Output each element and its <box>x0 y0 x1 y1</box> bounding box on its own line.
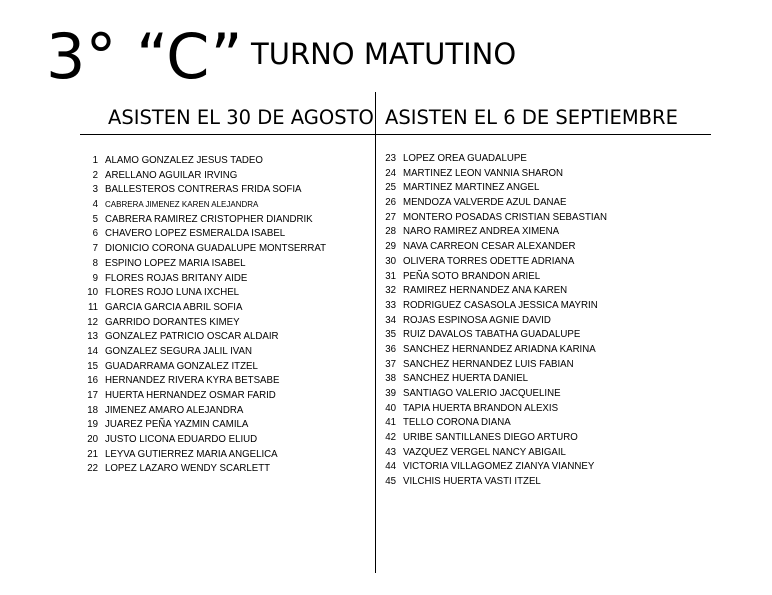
list-item <box>378 314 708 329</box>
student-name: BALLESTEROS CONTRERAS FRIDA SOFIA <box>105 184 302 196</box>
student-name: LOPEZ OREA GUADALUPE <box>403 153 527 164</box>
list-item <box>80 316 370 331</box>
student-number: 1 <box>92 155 98 166</box>
student-name: PEÑA SOTO BRANDON ARIEL <box>403 270 541 282</box>
student-name: MONTERO POSADAS CRISTIAN SEBASTIAN <box>403 211 608 223</box>
list-item <box>80 345 370 360</box>
list-item <box>378 211 708 226</box>
list-item <box>80 448 370 463</box>
student-number: 16 <box>87 375 98 387</box>
student-number: 39 <box>385 388 396 399</box>
list-item <box>378 299 708 314</box>
list-item <box>80 404 370 419</box>
student-number: 22 <box>87 463 98 475</box>
student-name: MENDOZA VALVERDE AZUL DANAE <box>403 197 567 209</box>
student-name: CHAVERO LOPEZ ESMERALDA ISABEL <box>105 228 286 240</box>
list-item <box>378 181 708 196</box>
student-number: 21 <box>87 448 98 460</box>
student-number: 31 <box>385 270 396 282</box>
student-name: GUADARRAMA GONZALEZ ITZEL <box>105 360 258 372</box>
student-name: ROJAS ESPINOSA AGNIE DAVID <box>403 314 551 326</box>
list-item <box>80 418 370 433</box>
student-name: RUIZ DAVALOS TABATHA GUADALUPE <box>403 329 581 341</box>
student-name: GARCIA GARCIA ABRIL SOFIA <box>105 301 243 313</box>
student-number: 18 <box>87 404 98 416</box>
student-name: DIONICIO CORONA GUADALUPE MONTSERRAT <box>105 243 327 255</box>
list-item <box>378 270 708 285</box>
student-number: 27 <box>385 211 396 223</box>
list-item <box>80 389 370 404</box>
list-item <box>80 213 370 228</box>
student-list-august <box>80 154 370 477</box>
student-name: LOPEZ LAZARO WENDY SCARLETT <box>105 463 271 475</box>
student-name: FLORES ROJAS BRITANY AIDE <box>105 272 248 284</box>
list-item <box>80 433 370 448</box>
student-list-september <box>378 152 708 490</box>
list-item <box>378 240 708 255</box>
student-name: SANCHEZ HUERTA DANIEL <box>403 373 529 385</box>
student-number: 3 <box>92 184 98 196</box>
student-number: 24 <box>385 167 396 179</box>
student-number: 12 <box>87 316 98 328</box>
student-name: ALAMO GONZALEZ JESUS TADEO <box>105 155 263 166</box>
student-name: TAPIA HUERTA BRANDON ALEXIS <box>403 402 559 414</box>
student-name: GARRIDO DORANTES KIMEY <box>105 316 240 328</box>
student-number: 10 <box>87 287 98 299</box>
student-number: 36 <box>385 343 396 355</box>
student-name: NARO RAMIREZ ANDREA XIMENA <box>403 226 560 238</box>
student-name: GONZALEZ SEGURA JALIL IVAN <box>105 345 252 357</box>
student-number: 38 <box>385 373 396 385</box>
student-number: 34 <box>385 314 396 326</box>
list-item <box>80 242 370 257</box>
student-name: CABRERA RAMIREZ CRISTOPHER DIANDRIK <box>105 213 313 225</box>
student-name: VICTORIA VILLAGOMEZ ZIANYA VIANNEY <box>403 461 595 473</box>
list-item <box>80 360 370 375</box>
student-number: 33 <box>385 299 396 311</box>
student-number: 25 <box>385 182 396 194</box>
student-name: OLIVERA TORRES ODETTE ADRIANA <box>403 255 575 267</box>
student-number: 43 <box>385 446 396 458</box>
list-item <box>378 343 708 358</box>
student-name: URIBE SANTILLANES DIEGO ARTURO <box>403 432 578 444</box>
student-name: HERNANDEZ RIVERA KYRA BETSABE <box>105 375 280 387</box>
list-item <box>378 196 708 211</box>
student-number: 7 <box>92 243 98 255</box>
list-item <box>378 402 708 417</box>
student-number: 28 <box>385 226 396 238</box>
student-number: 15 <box>87 360 98 372</box>
list-item <box>80 301 370 316</box>
student-number: 29 <box>385 241 396 253</box>
student-number: 8 <box>92 257 98 269</box>
student-number: 14 <box>87 345 98 357</box>
student-name: VILCHIS HUERTA VASTI ITZEL <box>403 476 541 488</box>
student-name: JIMENEZ AMARO ALEJANDRA <box>105 404 244 416</box>
student-number: 9 <box>92 272 98 284</box>
list-item <box>378 284 708 299</box>
student-name: MARTINEZ MARTINEZ ANGEL <box>403 182 540 194</box>
list-item <box>378 255 708 270</box>
student-number: 6 <box>92 228 98 240</box>
list-item <box>378 167 708 182</box>
list-item <box>378 358 708 373</box>
student-number: 23 <box>385 153 396 164</box>
student-name: LEYVA GUTIERREZ MARIA ANGELICA <box>105 448 278 460</box>
column-heading-august: ASISTEN EL 30 DE AGOSTO <box>108 106 374 129</box>
list-item <box>378 446 708 461</box>
student-name: NAVA CARREON CESAR ALEXANDER <box>403 241 576 253</box>
list-item <box>80 286 370 301</box>
student-number: 17 <box>87 390 98 401</box>
student-number: 11 <box>87 301 98 313</box>
student-number: 32 <box>385 285 396 297</box>
student-number: 40 <box>385 402 396 414</box>
student-name: MARTINEZ LEON VANNIA SHARON <box>403 167 564 179</box>
list-item <box>80 198 370 213</box>
student-name: HUERTA HERNANDEZ OSMAR FARID <box>105 390 276 401</box>
list-item <box>378 225 708 240</box>
student-number: 19 <box>87 419 98 431</box>
list-item <box>80 257 370 272</box>
list-item <box>80 272 370 287</box>
student-name: GONZALEZ PATRICIO OSCAR ALDAIR <box>105 331 279 343</box>
student-name: TELLO CORONA DIANA <box>403 417 511 429</box>
student-number: 20 <box>87 434 98 446</box>
horizontal-divider <box>80 134 711 135</box>
student-number: 41 <box>385 417 396 429</box>
list-item <box>378 431 708 446</box>
student-number: 44 <box>385 461 396 473</box>
student-name: CABRERA JIMENEZ KAREN ALEJANDRA <box>105 200 259 210</box>
list-item <box>378 460 708 475</box>
list-item <box>80 169 370 184</box>
student-number: 2 <box>92 169 98 181</box>
list-item <box>378 328 708 343</box>
student-name: JUAREZ PEÑA YAZMIN CAMILA <box>105 419 249 431</box>
list-item <box>378 372 708 387</box>
student-number: 45 <box>385 476 396 488</box>
vertical-divider <box>375 92 376 573</box>
student-name: RODRIGUEZ CASASOLA JESSICA MAYRIN <box>403 299 598 311</box>
list-item <box>378 387 708 402</box>
shift-title: TURNO MATUTINO <box>251 37 517 71</box>
list-item <box>378 475 708 490</box>
student-name: VAZQUEZ VERGEL NANCY ABIGAIL <box>403 446 566 458</box>
student-name: SANTIAGO VALERIO JACQUELINE <box>403 388 561 399</box>
student-name: SANCHEZ HERNANDEZ LUIS FABIAN <box>403 358 574 370</box>
list-item <box>80 183 370 198</box>
student-number: 42 <box>385 432 396 444</box>
list-item <box>80 462 370 477</box>
student-name: ESPINO LOPEZ MARIA ISABEL <box>105 257 246 269</box>
list-item <box>80 330 370 345</box>
student-name: FLORES ROJO LUNA IXCHEL <box>105 287 240 299</box>
student-number: 30 <box>385 255 396 267</box>
student-number: 4 <box>92 199 98 211</box>
student-name: SANCHEZ HERNANDEZ ARIADNA KARINA <box>403 343 596 355</box>
student-number: 37 <box>385 358 396 370</box>
student-name: ARELLANO AGUILAR IRVING <box>105 169 238 181</box>
list-item <box>80 374 370 389</box>
student-name: RAMIREZ HERNANDEZ ANA KAREN <box>403 285 568 297</box>
student-number: 35 <box>385 329 396 341</box>
list-item <box>378 416 708 431</box>
student-number: 26 <box>385 197 396 209</box>
column-heading-september: ASISTEN EL 6 DE SEPTIEMBRE <box>385 106 678 129</box>
student-number: 5 <box>92 213 98 225</box>
student-name: JUSTO LICONA EDUARDO ELIUD <box>105 434 258 446</box>
grade-title: 3° “C” <box>46 20 243 93</box>
list-item <box>80 227 370 242</box>
list-item <box>80 154 370 169</box>
list-item <box>378 152 708 167</box>
student-number: 13 <box>87 331 98 343</box>
